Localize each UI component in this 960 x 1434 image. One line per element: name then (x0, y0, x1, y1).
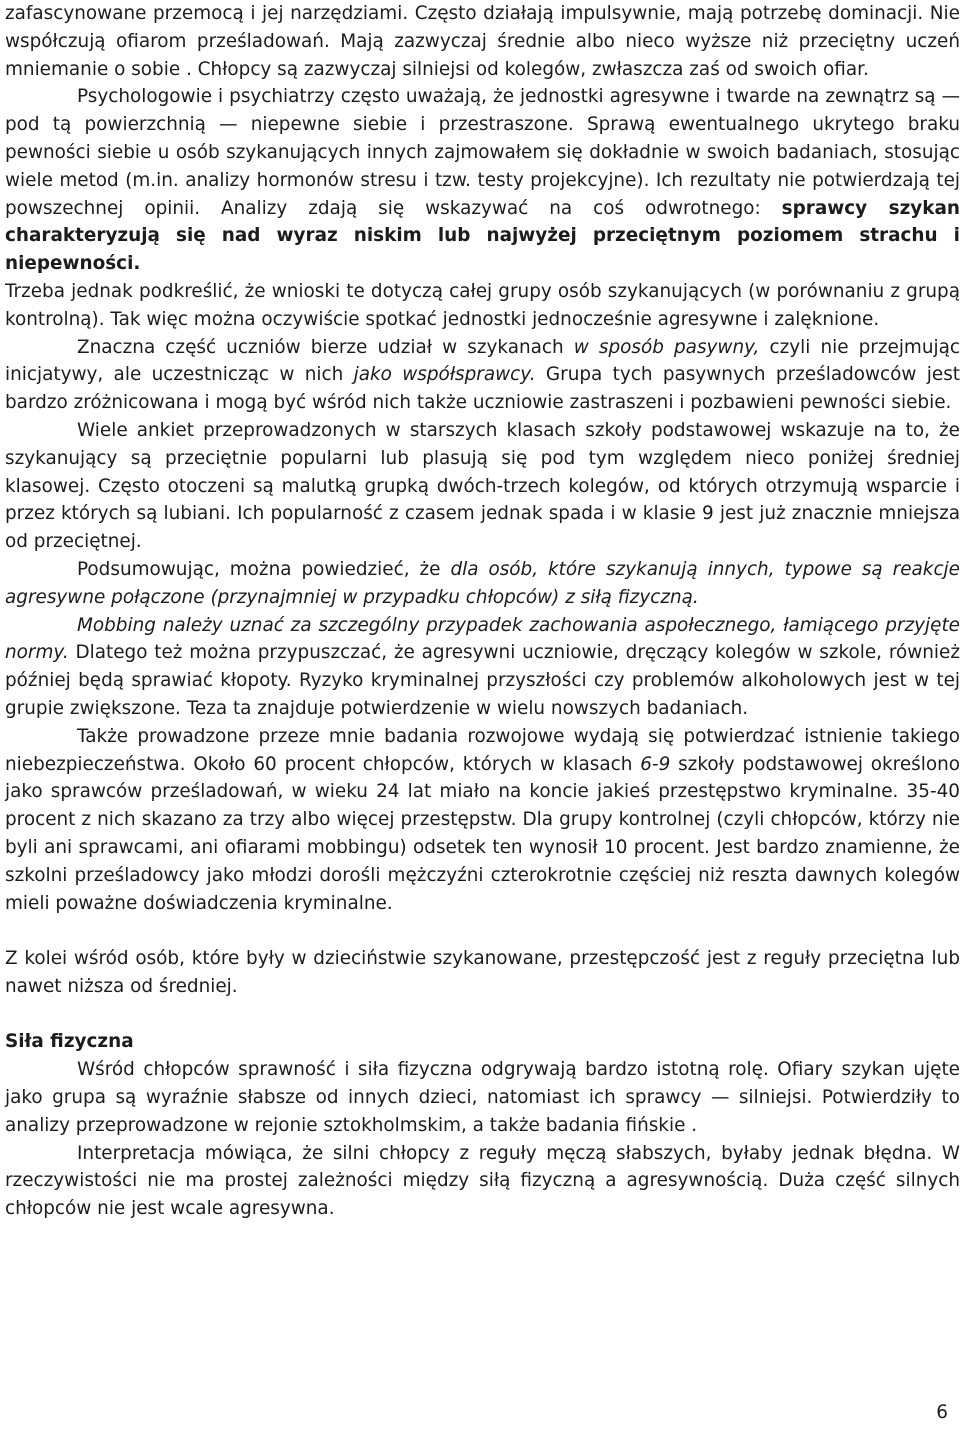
paragraph (5, 945, 960, 1001)
paragraph (5, 1056, 960, 1139)
text-run: Dlatego też można przypuszczać, że agresywni uczniowie, dręczący kolegów w szkole, również później będą sprawiać kłopoty. Ryzyko kryminalnej przyszłości czy problemów alkoholowych jest w tej grupie zwiększone. Teza ta znajduje potwierdzenie w wielu nowszych badaniach. (5, 642, 960, 719)
text-run: Z kolei wśród osób, które były w dzieciństwie szykanowane, przestępczość jest z reguły przeciętna lub nawet niższa od średniej. (5, 948, 960, 997)
text-run: Wiele ankiet przeprowadzonych w starszych klasach szkoły podstawowej wskazuje na to, że szykanujący są przeciętnie popularni lub plasują się pod tym względem nieco poniżej średniej klasowej. Często otoczeni są malutką grupką dwóch-trzech kolegów, od których otrzymują wsparcie i przez których są lubiani. Ich popularność z czasem jednak spada i w klasie 9 jest już znacznie mniejsza od przeciętnej. (5, 419, 960, 553)
section-heading (5, 1028, 960, 1056)
paragraph (5, 278, 960, 334)
page-number: 6 (936, 1402, 948, 1423)
text-run: Wśród chłopców sprawność i siła fizyczna odgrywają bardzo istotną rolę. Ofiary szykan ujęte jako grupa są wyraźnie słabsze od innych dzieci, natomiast ich sprawcy — silniejsi. Potwierdziły to analizy przeprowadzone w rejonie sztokholmskim, a także badania fińskie . (5, 1059, 960, 1136)
text-run: dla osób, które szykanują innych, typowe są reakcje agresywne połączone (przynajmniej w przypadku chłopców) z siłą fizyczną. (5, 558, 960, 608)
text-run: szkoły podstawowej określono jako sprawców prześladowań, w wieku 24 lat miało na koncie jakieś przestępstwo kryminalne. 35-40 procent z nich skazano za trzy albo więcej przestępstw. Dla grupy kontrolnej (czyli chłopców, którzy nie byli ani sprawcami, ani ofiarami mobbingu) odsetek ten wynosił 10 procent. Jest bardzo znamienne, że szkolni prześladowcy jako młodzi dorośli mężczyźni czterokrotnie częściej niż reszta dawnych kolegów mieli poważne doświadczenia kryminalne. (5, 753, 960, 914)
text-run: Siła fizyczna (5, 1031, 134, 1053)
text-run: Mobbing należy uznać za szczególny przypadek zachowania aspołecznego, łamiącego przyjęte normy. (5, 614, 960, 664)
text-run: jako współsprawcy. (353, 364, 536, 386)
text-run: w sposób pasywny, (573, 336, 760, 358)
paragraph (5, 417, 960, 556)
text-run: Interpretacja mówiąca, że silni chłopcy z reguły męczą słabszych, byłaby jednak błędna. W rzeczywistości nie ma prostej zależności między siłą fizyczną a agresywnością. Duża część silnych chłopców nie jest wcale agresywna. (5, 1142, 960, 1220)
paragraph (5, 556, 960, 612)
paragraph (5, 1140, 960, 1223)
paragraph (5, 334, 960, 417)
paragraph (5, 612, 960, 723)
paragraph (5, 83, 960, 278)
text-run: Psychologowie i psychiatrzy często uważają, że jednostki agresywne i twarde na zewnątrz są — pod tą powierzchnią — niepewne siebie i przestraszone. Sprawą ewentualnego ukrytego braku pewności siebie u osób szykanujących innych zajmowałem się dokładnie w swoich badaniach, stosując wiele metod (m.in. analizy hormonów stresu i tzw. testy projekcyjne). Ich rezultaty nie potwierdzają tej powszechnej opinii. Analizy zdają się wskazywać na coś odwrotnego: (5, 86, 960, 219)
text-run: Znaczna część uczniów bierze udział w szykanach (77, 336, 574, 358)
text-run: Trzeba jednak podkreślić, że wnioski te dotyczą całej grupy osób szykanujących (w porównaniu z grupą kontrolną). Tak więc można oczywiście spotkać jednostki jednocześnie agresywne i zalęknione. (5, 280, 960, 330)
text-run: zafascynowane przemocą i jej narzędziami. Często działają impulsywnie, mają potrzebę dominacji. Nie współczują ofiarom prześladowań. Mają zazwyczaj średnie albo nieco wyższe niż przeciętny uczeń mniemanie o sobie . Chłopcy są zazwyczaj silniejsi od kolegów, zwłaszcza zaś od swoich ofiar. (5, 3, 960, 80)
document-body (5, 0, 960, 1223)
paragraph (5, 0, 960, 83)
text-run: 6-9 (640, 753, 671, 775)
paragraph (5, 723, 960, 918)
text-run: Podsumowując, można powiedzieć, że (77, 558, 451, 580)
text-run: sprawcy szykan charakteryzują się nad wyraz niskim lub najwyżej przeciętnym poziomem strachu i niepewności. (5, 197, 960, 275)
text-run: Także prowadzone przeze mnie badania rozwojowe wydają się potwierdzać istnienie takiego niebezpieczeństwa. Około 60 procent chłopców, których w klasach (5, 725, 960, 775)
text-run: czyli nie przejmując inicjatywy, ale uczestnicząc w nich (5, 336, 960, 386)
text-run: Grupa tych pasywnych prześladowców jest bardzo zróżnicowana i mogą być wśród nich także uczniowie zastraszeni i pozbawieni pewności siebie. (5, 364, 960, 414)
